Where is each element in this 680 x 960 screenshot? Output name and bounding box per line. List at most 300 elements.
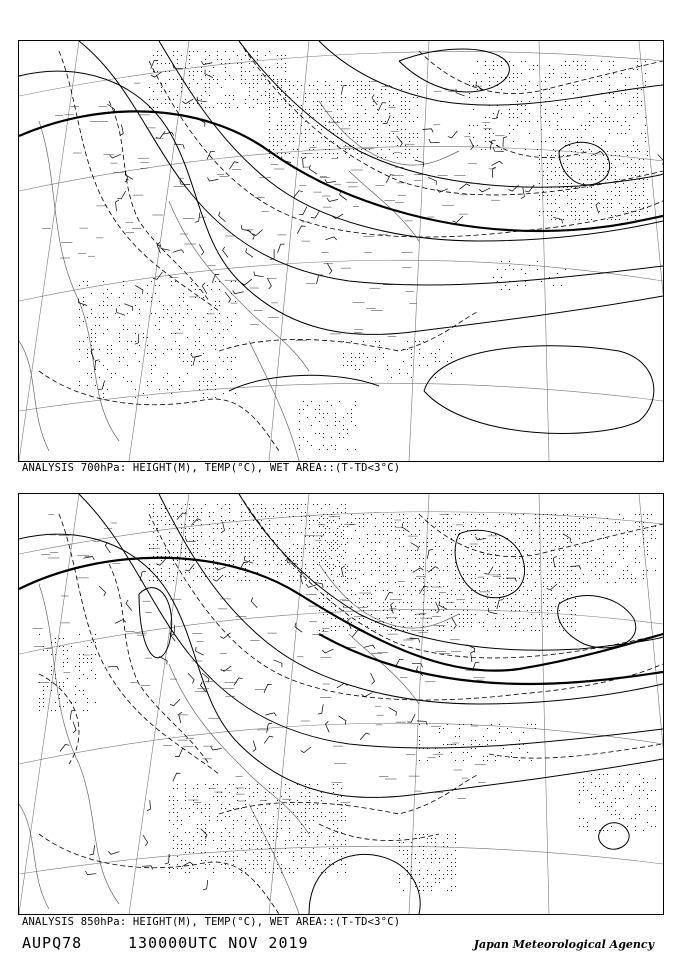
wet-dot — [231, 321, 232, 322]
wet-dot — [419, 554, 420, 555]
wet-dot — [155, 313, 156, 314]
wet-dot — [273, 848, 274, 849]
wet-dot — [335, 449, 336, 450]
wet-dot — [319, 538, 320, 539]
wet-dot — [571, 199, 572, 200]
wind-barb — [205, 70, 213, 78]
wet-dot — [249, 828, 250, 829]
wet-dot — [91, 293, 92, 294]
wind-barb — [241, 279, 252, 285]
wet-dot — [289, 812, 290, 813]
wet-dot — [181, 580, 182, 581]
wet-dot — [557, 125, 558, 126]
wet-dot — [317, 576, 318, 577]
wet-dot — [387, 534, 388, 535]
wet-dot — [609, 89, 610, 90]
wet-dot — [185, 872, 186, 873]
wet-dot — [563, 538, 564, 539]
wet-dot — [293, 872, 294, 873]
wet-dot — [209, 524, 210, 525]
wet-dot — [155, 285, 156, 286]
wet-dot — [331, 542, 332, 543]
wet-dot — [219, 305, 220, 306]
wet-dot — [419, 534, 420, 535]
wet-dot — [111, 345, 112, 346]
wet-dot — [469, 85, 470, 86]
wet-dot — [189, 59, 190, 60]
wet-dot — [249, 536, 250, 537]
wet-dot — [237, 544, 238, 545]
wet-dot — [459, 530, 460, 531]
wet-dot — [455, 594, 456, 595]
wet-dot — [211, 381, 212, 382]
wet-dot — [519, 590, 520, 591]
wind-barb — [70, 710, 75, 720]
wet-dot — [563, 191, 564, 192]
wet-dot — [603, 574, 604, 575]
wet-dot — [293, 129, 294, 130]
wet-dot — [635, 151, 636, 152]
wet-dot — [525, 61, 526, 62]
wet-dot — [229, 832, 230, 833]
wet-dot — [579, 530, 580, 531]
wet-dot — [195, 289, 196, 290]
wet-dot — [63, 686, 64, 687]
wet-dot — [513, 73, 514, 74]
wet-dot — [269, 51, 270, 52]
wet-dot — [209, 79, 210, 80]
wet-dot — [341, 532, 342, 533]
wet-dot — [305, 804, 306, 805]
wet-dot — [241, 75, 242, 76]
wet-dot — [399, 586, 400, 587]
wet-dot — [389, 105, 390, 106]
wet-dot — [377, 145, 378, 146]
wet-dot — [389, 137, 390, 138]
wind-barb — [264, 685, 272, 693]
wet-dot — [327, 562, 328, 563]
wet-dot — [633, 117, 634, 118]
wet-dot — [563, 155, 564, 156]
wet-dot — [407, 850, 408, 851]
wet-dot — [403, 522, 404, 523]
wet-dot — [579, 794, 580, 795]
wind-barb — [497, 600, 503, 609]
wet-dot — [321, 800, 322, 801]
wet-dot — [169, 812, 170, 813]
wet-dot — [561, 109, 562, 110]
wet-dot — [383, 590, 384, 591]
wet-dot — [217, 528, 218, 529]
wet-dot — [355, 401, 356, 402]
wet-dot — [475, 518, 476, 519]
wet-dot — [499, 724, 500, 725]
wet-dot — [639, 159, 640, 160]
wet-dot — [245, 868, 246, 869]
wet-dot — [647, 211, 648, 212]
wet-dot — [317, 125, 318, 126]
wet-dot — [415, 858, 416, 859]
wet-dot — [233, 99, 234, 100]
wet-dot — [625, 117, 626, 118]
wet-dot — [495, 526, 496, 527]
wet-dot — [539, 574, 540, 575]
wet-dot — [191, 353, 192, 354]
wet-dot — [363, 341, 364, 342]
wet-dot — [589, 125, 590, 126]
wet-dot — [257, 91, 258, 92]
wet-dot — [529, 121, 530, 122]
wet-dot — [345, 852, 346, 853]
wet-dot — [623, 798, 624, 799]
wind-barb — [233, 290, 244, 293]
wet-dot — [277, 99, 278, 100]
wet-dot — [507, 574, 508, 575]
wet-dot — [289, 528, 290, 529]
wet-dot — [387, 558, 388, 559]
wet-dot — [583, 574, 584, 575]
wet-dot — [355, 405, 356, 406]
wet-dot — [205, 804, 206, 805]
wet-dot — [257, 860, 258, 861]
wet-dot — [277, 512, 278, 513]
wet-dot — [527, 526, 528, 527]
wet-dot — [173, 516, 174, 517]
wet-dot — [149, 87, 150, 88]
wet-dot — [611, 155, 612, 156]
height-contour — [559, 142, 610, 185]
wet-dot — [207, 389, 208, 390]
wet-dot — [281, 59, 282, 60]
wet-dot — [585, 69, 586, 70]
wet-dot — [225, 79, 226, 80]
wet-dot — [99, 305, 100, 306]
wet-dot — [595, 191, 596, 192]
wet-dot — [493, 65, 494, 66]
wind-barb — [427, 550, 433, 559]
wet-dot — [447, 566, 448, 567]
wet-dot — [261, 95, 262, 96]
wet-dot — [285, 133, 286, 134]
wet-dot — [229, 856, 230, 857]
wet-dot — [407, 373, 408, 374]
wet-dot — [557, 129, 558, 130]
wet-dot — [233, 844, 234, 845]
wet-dot — [413, 133, 414, 134]
wet-dot — [373, 105, 374, 106]
wet-dot — [353, 101, 354, 102]
wet-dot — [501, 261, 502, 262]
wet-dot — [213, 520, 214, 521]
wet-dot — [389, 133, 390, 134]
wet-dot — [435, 850, 436, 851]
wet-dot — [249, 544, 250, 545]
wet-dot — [357, 113, 358, 114]
wet-dot — [621, 133, 622, 134]
wet-dot — [571, 187, 572, 188]
wet-dot — [185, 572, 186, 573]
wet-dot — [337, 81, 338, 82]
wet-dot — [167, 389, 168, 390]
wet-dot — [151, 297, 152, 298]
wet-dot — [313, 860, 314, 861]
wet-dot — [643, 183, 644, 184]
wet-dot — [435, 838, 436, 839]
wind-barb — [108, 666, 119, 670]
wet-dot — [455, 570, 456, 571]
wet-dot — [153, 512, 154, 513]
wet-dot — [253, 860, 254, 861]
wet-dot — [193, 868, 194, 869]
wet-dot — [565, 77, 566, 78]
wet-dot — [359, 602, 360, 603]
wet-dot — [551, 570, 552, 571]
wet-dot — [579, 155, 580, 156]
wet-dot — [643, 171, 644, 172]
wet-dot — [163, 337, 164, 338]
wet-dot — [395, 582, 396, 583]
wet-dot — [345, 872, 346, 873]
wet-dot — [359, 570, 360, 571]
wet-dot — [543, 594, 544, 595]
wet-dot — [277, 552, 278, 553]
wet-dot — [223, 329, 224, 330]
wet-dot — [51, 690, 52, 691]
wet-dot — [325, 860, 326, 861]
wet-dot — [331, 546, 332, 547]
wet-dot — [503, 614, 504, 615]
wet-dot — [385, 121, 386, 122]
wet-dot — [365, 93, 366, 94]
wet-dot — [495, 542, 496, 543]
wet-dot — [335, 445, 336, 446]
wet-dot — [527, 562, 528, 563]
wet-dot — [207, 321, 208, 322]
wet-dot — [591, 570, 592, 571]
wet-dot — [543, 546, 544, 547]
wet-dot — [281, 79, 282, 80]
wet-dot — [467, 562, 468, 563]
wet-dot — [245, 820, 246, 821]
wet-dot — [451, 854, 452, 855]
wet-dot — [333, 548, 334, 549]
wet-dot — [611, 566, 612, 567]
wet-dot — [407, 349, 408, 350]
wet-dot — [567, 590, 568, 591]
wet-dot — [381, 149, 382, 150]
wet-dot — [273, 149, 274, 150]
height-contour — [19, 534, 663, 797]
wet-dot — [253, 508, 254, 509]
wind-barb — [428, 567, 439, 573]
wet-dot — [607, 151, 608, 152]
wet-dot — [579, 518, 580, 519]
wet-dot — [555, 518, 556, 519]
wet-dot — [193, 536, 194, 537]
wet-dot — [413, 137, 414, 138]
wet-dot — [563, 530, 564, 531]
wet-dot — [325, 93, 326, 94]
wet-dot — [343, 618, 344, 619]
wet-dot — [487, 630, 488, 631]
wet-dot — [381, 121, 382, 122]
wet-dot — [313, 804, 314, 805]
wet-dot — [161, 580, 162, 581]
wet-dot — [531, 534, 532, 535]
wet-dot — [415, 522, 416, 523]
wet-dot — [253, 868, 254, 869]
wet-dot — [233, 852, 234, 853]
wet-dot — [383, 514, 384, 515]
wet-dot — [635, 183, 636, 184]
wet-dot — [577, 65, 578, 66]
wet-dot — [337, 784, 338, 785]
wet-dot — [369, 149, 370, 150]
wet-dot — [571, 151, 572, 152]
wet-dot — [193, 848, 194, 849]
wet-dot — [651, 530, 652, 531]
wet-dot — [209, 864, 210, 865]
wet-dot — [495, 740, 496, 741]
wet-dot — [221, 520, 222, 521]
wind-barb — [179, 712, 182, 723]
wet-dot — [217, 504, 218, 505]
wet-dot — [619, 191, 620, 192]
wet-dot — [337, 560, 338, 561]
wet-dot — [185, 564, 186, 565]
wet-dot — [289, 852, 290, 853]
wet-dot — [423, 890, 424, 891]
wet-dot — [507, 566, 508, 567]
wet-dot — [447, 598, 448, 599]
wet-dot — [409, 153, 410, 154]
wet-dot — [181, 516, 182, 517]
wet-dot — [189, 508, 190, 509]
wet-dot — [289, 133, 290, 134]
wet-dot — [471, 582, 472, 583]
wet-dot — [253, 520, 254, 521]
wet-dot — [501, 289, 502, 290]
wind-barb — [471, 651, 475, 662]
wet-dot — [529, 69, 530, 70]
wet-dot — [173, 544, 174, 545]
wet-dot — [423, 578, 424, 579]
wet-dot — [273, 556, 274, 557]
wet-dot — [183, 361, 184, 362]
wet-dot — [173, 552, 174, 553]
wet-dot — [79, 666, 80, 667]
wet-dot — [547, 167, 548, 168]
wet-dot — [183, 353, 184, 354]
wet-dot — [87, 317, 88, 318]
wet-dot — [217, 79, 218, 80]
wet-dot — [79, 385, 80, 386]
wet-dot — [509, 113, 510, 114]
wet-dot — [319, 405, 320, 406]
wet-dot — [607, 159, 608, 160]
wet-dot — [447, 530, 448, 531]
wet-dot — [443, 570, 444, 571]
wet-dot — [553, 113, 554, 114]
wet-dot — [221, 548, 222, 549]
wet-dot — [599, 522, 600, 523]
wet-dot — [215, 389, 216, 390]
wet-dot — [427, 518, 428, 519]
wet-dot — [479, 602, 480, 603]
wet-dot — [285, 552, 286, 553]
wet-dot — [257, 848, 258, 849]
wet-dot — [333, 97, 334, 98]
wet-dot — [639, 806, 640, 807]
wet-dot — [447, 724, 448, 725]
wet-dot — [655, 826, 656, 827]
wet-dot — [583, 818, 584, 819]
wet-dot — [281, 812, 282, 813]
wind-barb — [452, 618, 457, 629]
wet-dot — [87, 646, 88, 647]
wet-dot — [79, 381, 80, 382]
wet-dot — [543, 522, 544, 523]
wet-dot — [551, 562, 552, 563]
wet-dot — [343, 534, 344, 535]
wet-dot — [535, 630, 536, 631]
wet-dot — [367, 626, 368, 627]
wet-dot — [183, 325, 184, 326]
wet-dot — [447, 874, 448, 875]
wet-dot — [331, 602, 332, 603]
wet-dot — [485, 61, 486, 62]
wet-dot — [189, 844, 190, 845]
wet-dot — [483, 522, 484, 523]
wet-dot — [269, 89, 270, 90]
wet-dot — [643, 179, 644, 180]
wet-dot — [305, 844, 306, 845]
wet-dot — [211, 309, 212, 310]
wet-dot — [217, 572, 218, 573]
wet-dot — [269, 93, 270, 94]
wet-dot — [323, 445, 324, 446]
wet-dot — [103, 333, 104, 334]
wet-dot — [651, 826, 652, 827]
wet-dot — [393, 121, 394, 122]
wet-dot — [127, 349, 128, 350]
wet-dot — [643, 514, 644, 515]
wet-dot — [127, 381, 128, 382]
wet-dot — [495, 626, 496, 627]
wet-dot — [337, 512, 338, 513]
wet-dot — [601, 121, 602, 122]
wet-dot — [531, 630, 532, 631]
wet-dot — [337, 540, 338, 541]
wet-dot — [285, 153, 286, 154]
wet-dot — [217, 848, 218, 849]
wet-dot — [559, 570, 560, 571]
wet-dot — [343, 550, 344, 551]
wet-dot — [285, 504, 286, 505]
wet-dot — [321, 117, 322, 118]
wet-dot — [571, 550, 572, 551]
wet-dot — [487, 550, 488, 551]
isotherm — [109, 564, 209, 764]
wet-dot — [229, 520, 230, 521]
wet-dot — [179, 389, 180, 390]
wet-dot — [213, 556, 214, 557]
wet-dot — [197, 51, 198, 52]
wet-dot — [229, 804, 230, 805]
wet-dot — [443, 610, 444, 611]
wet-dot — [575, 630, 576, 631]
wet-dot — [515, 610, 516, 611]
